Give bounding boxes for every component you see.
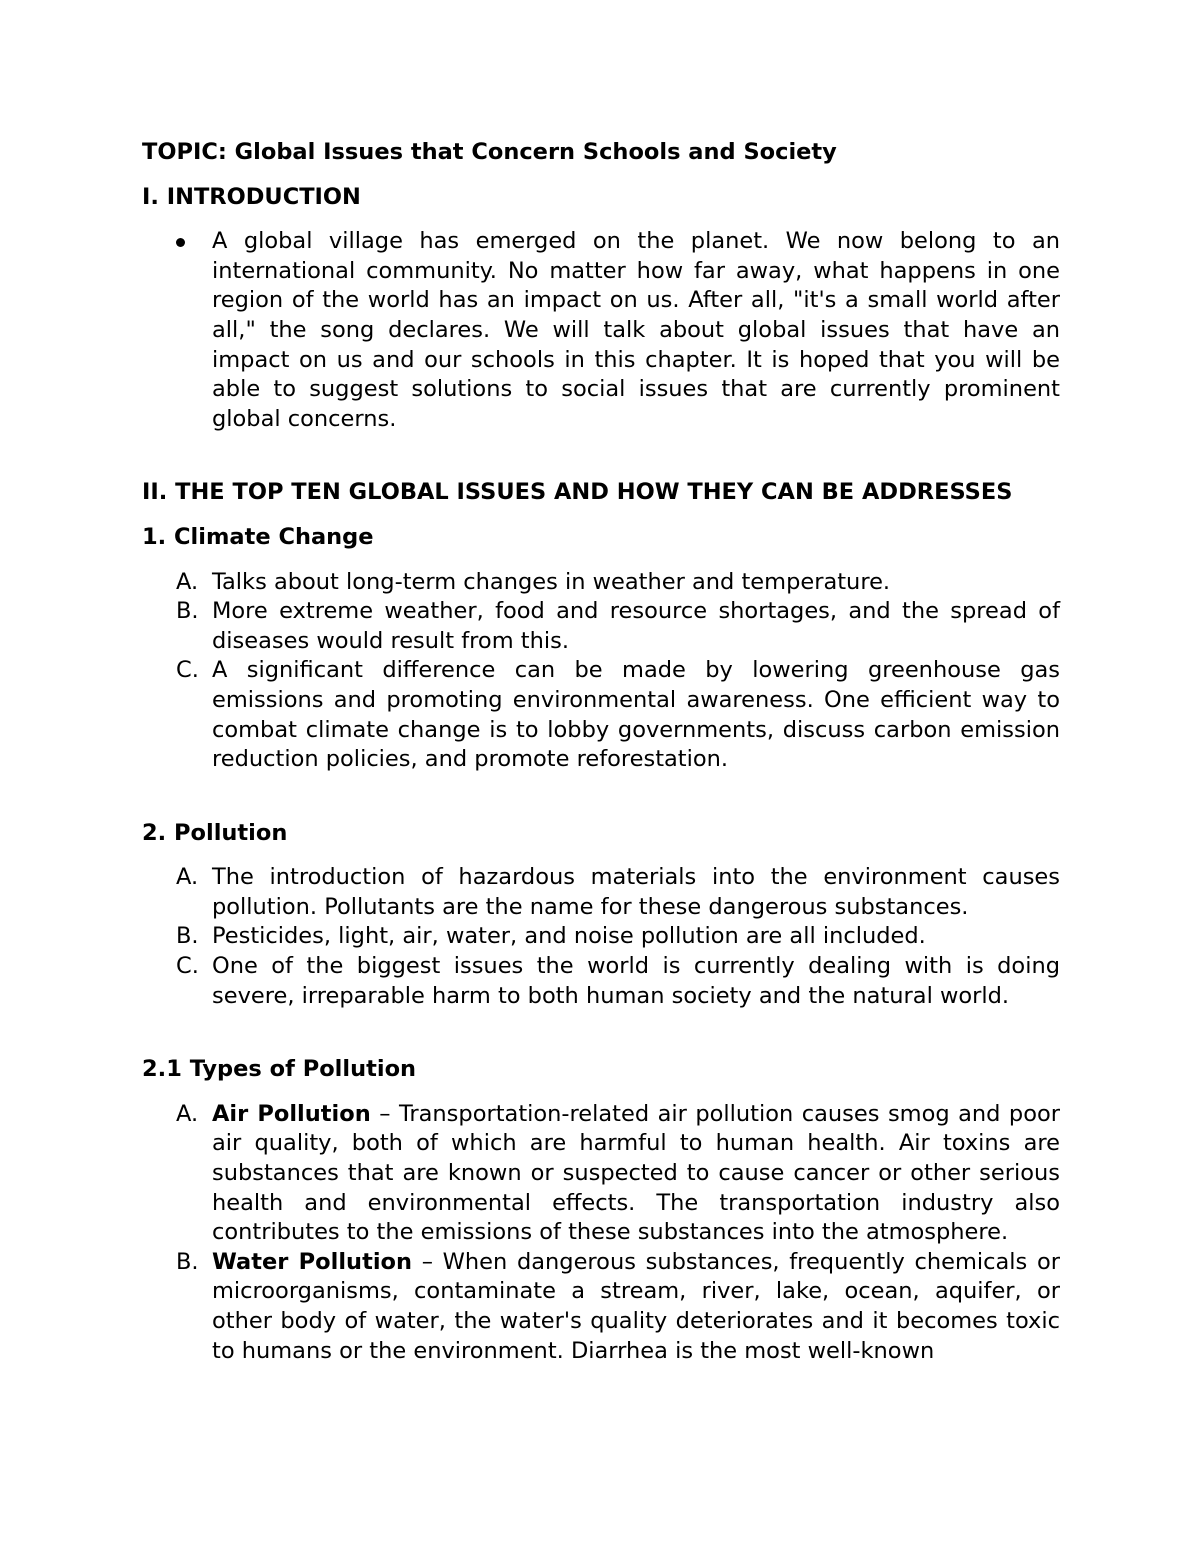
- introduction-bullet-text: A global village has emerged on the planet. We now belong to an international community. No matter how far away, what happens in one region of the world has an impact on us. After all, "it's a small world after all," the song declares. We will talk about global issues that have an impact on us and our schools in this chapter. It is hoped that you will be able to suggest solutions to social issues that are currently prominent global concerns.: [212, 228, 1060, 432]
- list-item-text: The introduction of hazardous materials into the environment causes pollution. Pollutants are the name for these dangerous substances.: [212, 864, 1060, 920]
- subsection-heading-pollution: 2. Pollution: [142, 819, 288, 846]
- pollution-type-term: Air Pollution: [212, 1100, 371, 1127]
- list-item-text: Pesticides, light, air, water, and noise pollution are all included.: [212, 923, 926, 950]
- list-marker: A.: [176, 568, 199, 595]
- list-item: [142, 597, 1060, 656]
- list-item: [142, 863, 1060, 922]
- list-marker: A.: [176, 1100, 199, 1127]
- introduction-bullet-list: [142, 227, 1060, 434]
- bullet-icon: [176, 238, 185, 247]
- introduction-heading: I. INTRODUCTION: [142, 183, 361, 210]
- climate-change-list: [142, 568, 1060, 775]
- list-item-text: More extreme weather, food and resource shortages, and the spread of diseases would result from this.: [212, 598, 1060, 654]
- spacer: [142, 1011, 1060, 1055]
- list-item-text: A significant difference can be made by lowering greenhouse gas emissions and promoting environmental awareness. One efficient way to combat climate change is to lobby governments, discuss carbon emission reduction policies, and promote reforestation.: [212, 657, 1060, 773]
- list-item: [142, 922, 1060, 952]
- types-of-pollution-list: [142, 1100, 1060, 1366]
- spacer: [142, 434, 1060, 478]
- list-item: [142, 656, 1060, 774]
- document-topic: TOPIC: Global Issues that Concern Schools and Society: [142, 139, 837, 165]
- introduction-bullet-item: [142, 227, 1060, 434]
- list-marker: B.: [176, 598, 199, 625]
- spacer: [142, 775, 1060, 819]
- list-marker: B.: [176, 1248, 199, 1275]
- list-marker: C.: [176, 953, 199, 980]
- list-item: [142, 1100, 1060, 1248]
- list-item-text: Talks about long-term changes in weather and temperature.: [212, 568, 891, 595]
- document-page: [142, 138, 1060, 1366]
- subsection-heading-types-of-pollution: 2.1 Types of Pollution: [142, 1056, 417, 1083]
- list-marker: A.: [176, 864, 199, 891]
- pollution-list: [142, 863, 1060, 1011]
- list-marker: B.: [176, 923, 199, 950]
- section-heading-top-ten: II. THE TOP TEN GLOBAL ISSUES AND HOW THEY CAN BE ADDRESSES: [142, 479, 1013, 506]
- pollution-type-term: Water Pollution: [212, 1248, 413, 1275]
- list-item: [142, 568, 1060, 598]
- list-item: [142, 952, 1060, 1011]
- subsection-heading-climate-change: 1. Climate Change: [142, 523, 374, 550]
- list-item: [142, 1248, 1060, 1366]
- list-item-text: One of the biggest issues the world is currently dealing with is doing severe, irreparable harm to both human society and the natural world.: [212, 953, 1060, 1009]
- list-item-text: – When dangerous substances, frequently chemicals or microorganisms, contaminate a stream, river, lake, ocean, aquifer, or other body of water, the water's quality deteriorates and it becomes toxic to humans or the environment. Diarrhea is the most well-known: [212, 1248, 1060, 1364]
- list-marker: C.: [176, 657, 199, 684]
- list-item-text: – Transportation-related air pollution causes smog and poor air quality, both of which are harmful to human health. Air toxins are substances that are known or suspected to cause cancer or other serious health and environmental effects. The transportation industry also contributes to the emissions of these substances into the atmosphere.: [212, 1100, 1060, 1246]
